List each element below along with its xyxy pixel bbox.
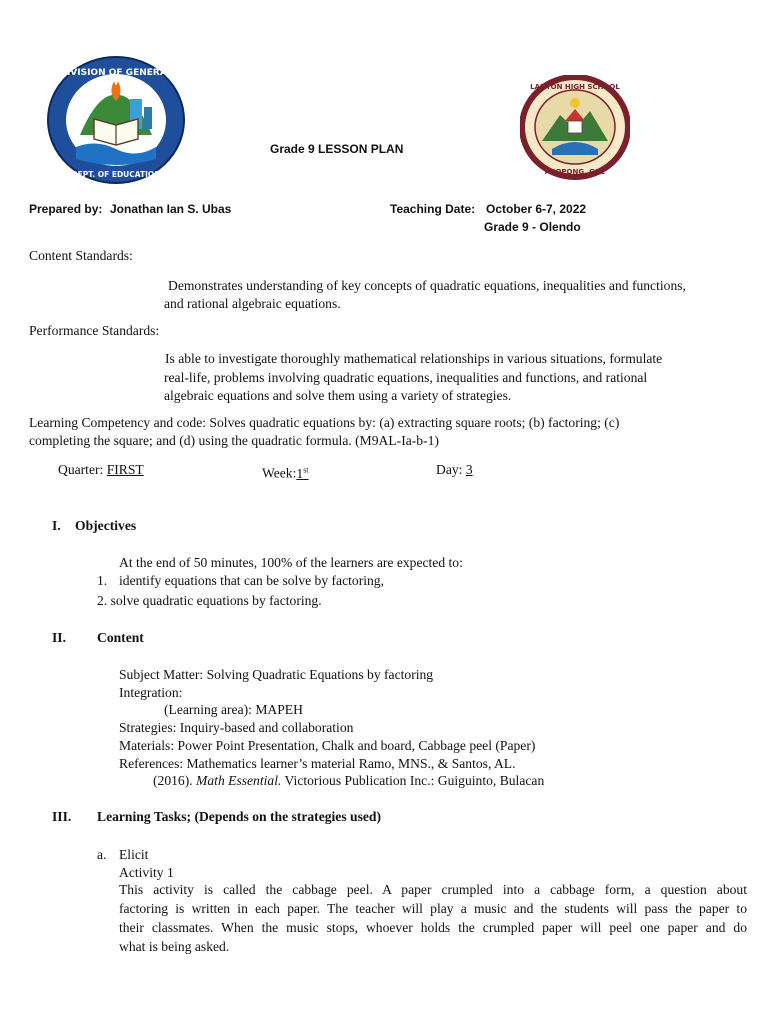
content-standards-line2: and rational algebraic equations.: [164, 296, 341, 311]
tasks-numeral: III.: [52, 809, 72, 824]
activity-line-3: their classmates. When the music stops, whoever holds the crumpled paper will peel one paper and do: [119, 920, 747, 935]
objectives-heading: Objectives: [75, 518, 137, 533]
reference-publisher: Victorious Publication Inc.: Guiguinto, Bulacan: [284, 773, 545, 788]
competency-line1: Learning Competency and code: Solves quadratic equations by: (a) extracting square roots; (b) factoring; (c): [29, 415, 620, 430]
learning-area: (Learning area): MAPEH: [164, 702, 303, 717]
svg-text:APOPONG, GSC: APOPONG, GSC: [544, 168, 606, 176]
objective-item-2: 2. solve quadratic equations by factoring.: [97, 593, 322, 608]
reference-title: Math Essential.: [196, 773, 282, 788]
tasks-heading: Learning Tasks; (Depends on the strategies used): [97, 809, 381, 824]
reference-year: (2016).: [153, 773, 193, 788]
day-label: Day:: [436, 462, 463, 477]
svg-text:DEPT. OF EDUCATION: DEPT. OF EDUCATION: [71, 170, 161, 179]
activity-line-1: This activity is called the cabbage peel. A paper crumpled into a cabbage form, a question about: [119, 882, 747, 897]
prepared-by-label: Prepared by:: [29, 202, 103, 216]
objectives-intro: At the end of 50 minutes, 100% of the learners are expected to:: [119, 555, 463, 570]
division-logo: [46, 55, 186, 185]
strategies: Strategies: Inquiry-based and collaboration: [119, 720, 354, 735]
task-a-title: Elicit: [119, 847, 149, 862]
activity-title: Activity 1: [119, 865, 174, 880]
week-label: Week:: [262, 465, 297, 481]
week-field: [262, 460, 309, 483]
content-numeral: II.: [52, 630, 66, 645]
objectives-numeral: I.: [52, 518, 61, 533]
activity-line-2: factoring is written in each paper. The teacher will play a music and the students will pass the paper to: [119, 901, 747, 916]
content-heading: Content: [97, 630, 144, 645]
performance-standards-label: Performance Standards:: [29, 323, 160, 338]
teaching-date-value: October 6-7, 2022: [486, 202, 587, 216]
objective-item-1-number: 1.: [97, 573, 108, 588]
materials: Materials: Power Point Presentation, Chalk and board, Cabbage peel (Paper): [119, 738, 536, 753]
svg-text:LANTON HIGH SCHOOL: LANTON HIGH SCHOOL: [530, 83, 620, 91]
school-logo: [520, 75, 630, 180]
day-field: [436, 460, 476, 479]
week-number: 1: [296, 465, 304, 481]
content-standards-line1: Demonstrates understanding of key concepts of quadratic equations, inequalities and functions,: [168, 278, 686, 293]
competency-line2: completing the square; and (d) using the quadratic formula. (M9AL-Ia-b-1): [29, 433, 439, 448]
subject-matter: Subject Matter: Solving Quadratic Equations by factoring: [119, 667, 434, 682]
section-label: Grade 9 - Olendo: [484, 220, 581, 234]
week-value: [296, 466, 308, 481]
quarter-value: FIRST: [106, 462, 144, 477]
document-title: Grade 9 LESSON PLAN: [270, 142, 404, 156]
activity-description: [119, 880, 747, 956]
objective-item-1: identify equations that can be solve by factoring,: [119, 573, 384, 588]
references: References: Mathematics learner’s material Ramo, MNS., & Santos, AL.: [119, 756, 516, 771]
performance-standards-line2: real-life, problems involving quadratic equations, inequalities and functions, and rational: [164, 370, 648, 385]
integration-label: Integration:: [119, 685, 183, 700]
content-standards-label: Content Standards:: [29, 248, 133, 263]
day-value: 3: [465, 462, 473, 477]
references-continued: [153, 771, 544, 790]
performance-standards-line3: algebraic equations and solve them using a variety of strategies.: [164, 388, 512, 403]
svg-text:DIVISION OF GENERAL: DIVISION OF GENERAL: [59, 68, 173, 78]
teaching-date-label: Teaching Date:: [390, 202, 476, 216]
prepared-by-name: Jonathan Ian S. Ubas: [110, 202, 232, 216]
quarter-label: Quarter:: [58, 462, 104, 477]
performance-standards-line1: Is able to investigate thoroughly mathematical relationships in various situations, formulate: [165, 351, 663, 366]
week-ordinal: st: [303, 465, 309, 474]
quarter-field: [58, 460, 144, 479]
activity-line-4: what is being asked.: [119, 939, 230, 954]
task-a-letter: a.: [97, 847, 107, 862]
